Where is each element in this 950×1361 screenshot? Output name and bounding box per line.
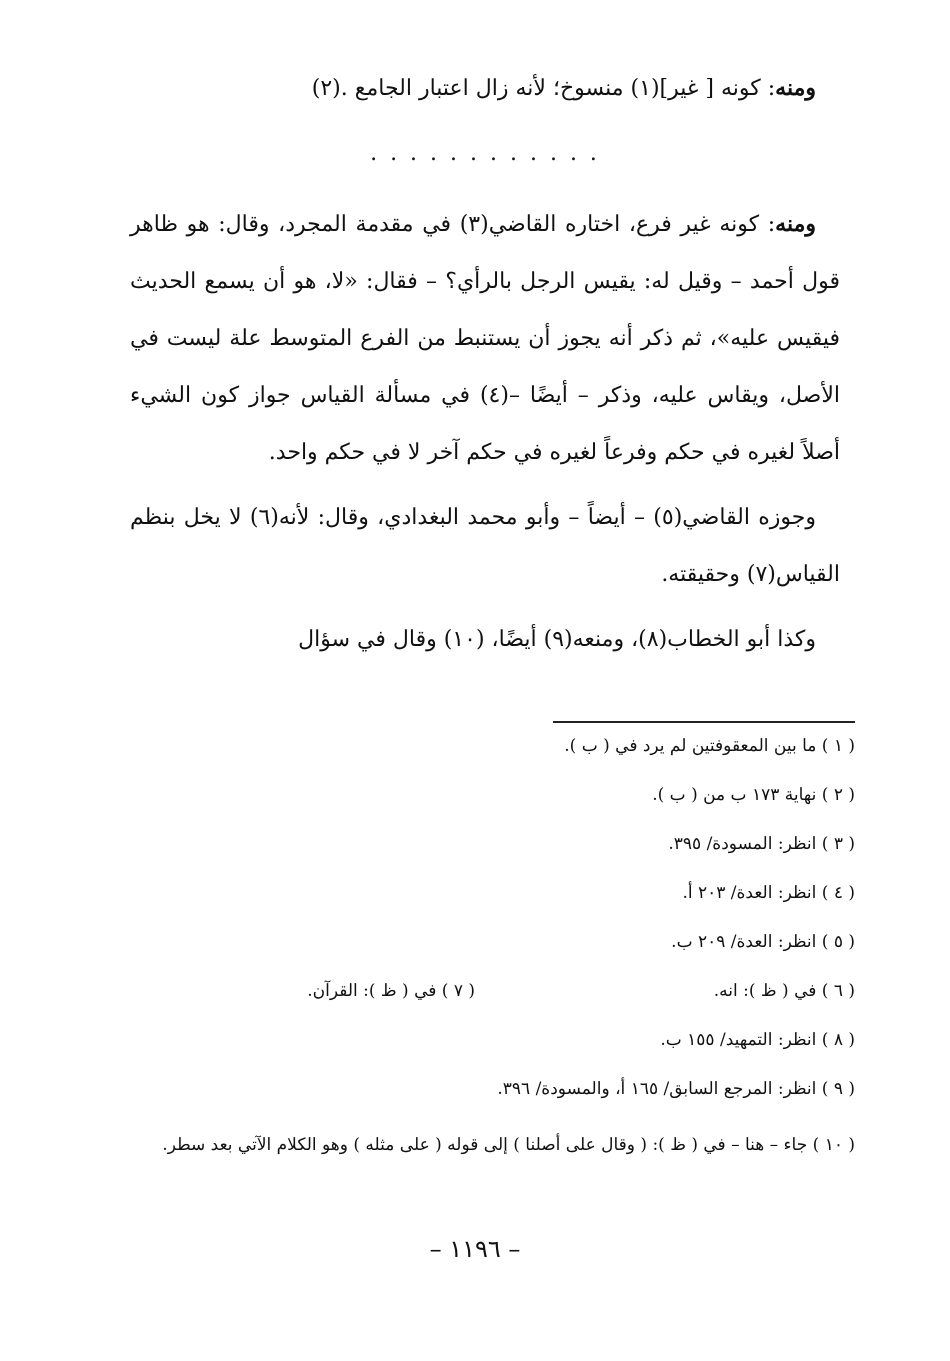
footnote-6: ( ٦ ) في ( ظ ): انه.: [713, 981, 855, 1001]
footnote-7: ( ٧ ) في ( ظ ): القرآن.: [307, 981, 475, 1001]
footnote-9: ( ٩ ) انظر: المرجع السابق/ ١٦٥ أ، والمسودة/ ٣٩٦.: [497, 1079, 855, 1099]
footnote-1: ( ١ ) ما بين المعقوفتين لم يرد في ( ب ).: [564, 736, 855, 756]
footnote-4: ( ٤ ) انظر: العدة/ ٢٠٣ أ.: [682, 883, 855, 903]
page-number: – ١١٩٦ –: [429, 1235, 521, 1263]
paragraph-1-lead: ومنه: [775, 75, 816, 101]
footnote-10: ( ١٠ ) جاء – هنا – في ( ظ ): ( وقال على أصلنا ) إلى قوله ( على مثله ) وهو الكلام الآتي بعد سطر.: [162, 1135, 855, 1155]
footnote-8: ( ٨ ) انظر: التمهيد/ ١٥٥ ب.: [660, 1030, 855, 1050]
paragraph-3: وجوزه القاضي(٥) – أيضاً – وأبو محمد البغدادي، وقال: لأنه(٦) لا يخل بنظم القياس(٧) وحقيقته.: [130, 505, 840, 587]
paragraph-2: [130, 196, 840, 481]
paragraph-1-text: : كونه [ غير](١) منسوخ؛ لأنه زال اعتبار الجامع .(٢): [311, 76, 776, 101]
footnote-5: ( ٥ ) انظر: العدة/ ٢٠٩ ب.: [671, 932, 855, 952]
footnotes: [130, 734, 855, 1164]
paragraph-1: [130, 60, 840, 117]
paragraph-2-lead: ومنه: [775, 211, 816, 237]
main-text: [130, 60, 840, 676]
footnote-3: ( ٣ ) انظر: المسودة/ ٣٩٥.: [668, 834, 855, 854]
footnote-2: ( ٢ ) نهاية ١٧٣ ب من ( ب ).: [652, 785, 855, 805]
footnote-divider: [553, 721, 855, 723]
section-separator: . . . . . . . . . . . .: [370, 141, 600, 166]
footnote-row-6-7: [130, 979, 855, 1004]
paragraph-4: وكذا أبو الخطاب(٨)، ومنعه(٩) أيضًا، (١٠) وقال في سؤال: [298, 627, 816, 652]
paragraph-2-text: : كونه غير فرع، اختاره القاضي(٣) في مقدمة المجرد، وقال: هو ظاهر قول أحمد – وقيل له: يقيس الرجل بالرأي؟ – فقال: «لا، هو أن يسمع الحديث فيقيس عليه»، ثم ذكر أنه يجوز أن يستنبط من الفرع المتوسط علة ليست في الأصل، ويقاس عليه، وذكر – أيضًا –(٤) في مسألة القياس جواز كون الشيء أصلاً لغيره في حكم وفرعاً لغيره في حكم آخر لا في حكم واحد.: [130, 212, 840, 465]
